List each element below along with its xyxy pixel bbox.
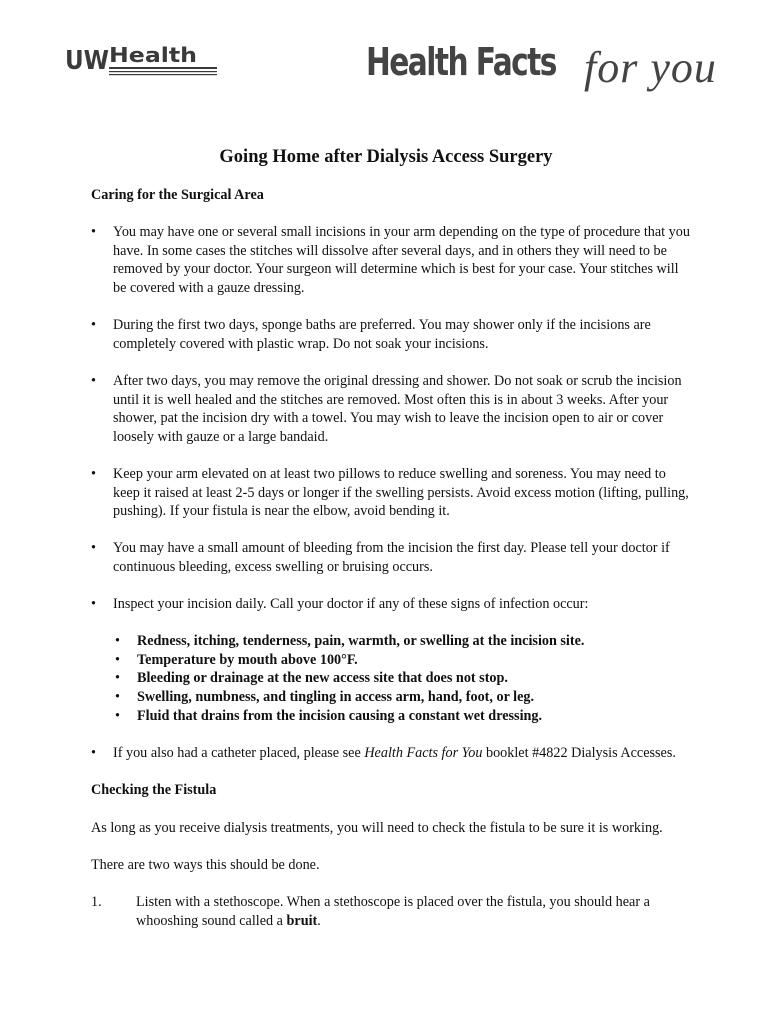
infection-sign-item: • Redness, itching, tenderness, pain, warmth, or swelling at the incision site. xyxy=(115,633,585,650)
bullet-icon: • xyxy=(91,317,96,334)
bullet-icon: • xyxy=(115,651,120,668)
care-instruction-item: • After two days, you may remove the original dressing and shower. Do not soak or scrub the incision until it is well healed and the stitches are removed. Most often this is in about 3 weeks. After your shower, pat the incision dry with a towel. You may wish to leave the incision open to air or cover loosely with gauze or a large bandaid. xyxy=(91,372,682,445)
uw-health-logo xyxy=(65,42,217,82)
bullet-icon: • xyxy=(115,689,120,706)
bullet-icon: • xyxy=(91,465,96,482)
infection-sign-item: • Swelling, numbness, and tingling in access arm, hand, foot, or leg. xyxy=(115,689,535,706)
bullet-icon: • xyxy=(91,372,96,389)
section-heading-checking: Checking the Fistula xyxy=(91,782,217,798)
bullet-icon: • xyxy=(115,670,120,687)
infection-sign-item: • Bleeding or drainage at the new access site that does not stop. xyxy=(115,670,508,687)
svg-text:UW: UW xyxy=(65,46,109,76)
bruit-term: bruit xyxy=(286,912,318,929)
care-instruction-item: • During the first two days, sponge baths are preferred. You may shower only if the incisions are completely covered with plastic wrap. Do not soak your incisions. xyxy=(91,317,651,352)
bullet-icon: • xyxy=(91,596,96,613)
paragraph: As long as you receive dialysis treatments, you will need to check the fistula to be sure it is working. xyxy=(91,819,663,836)
numbered-step: 1. Listen with a stethoscope. When a stethoscope is placed over the fistula, you should hear a whooshing sound called a bruit. xyxy=(91,893,650,929)
catheter-note-item: • If you also had a catheter placed, please see Health Facts for You booklet #4822 Dialysis Accesses. xyxy=(91,744,676,761)
bullet-icon: • xyxy=(91,744,96,761)
care-instruction-item: • You may have one or several small incisions in your arm depending on the type of procedure that you have. In some cases the stitches will dissolve after several days, and in others they will need to be removed by your doctor. Your surgeon will determine which is best for your case. Your stitches will be covered with a gauze dressing. xyxy=(91,224,690,296)
care-instruction-item: • Keep your arm elevated on at least two pillows to reduce swelling and soreness. You may need to keep it raised at least 2-5 days or longer if the swelling persists. Avoid excess motion (lifting, pulling, pushing). If your fistula is near the elbow, avoid bending it. xyxy=(91,465,689,520)
care-instructions-list xyxy=(91,223,691,762)
svg-text:Health: Health xyxy=(109,43,197,67)
document-title: Going Home after Dialysis Access Surgery xyxy=(219,147,553,167)
document-body xyxy=(91,148,691,930)
bullet-icon: • xyxy=(115,707,120,724)
health-facts-wordmark: Health Facts xyxy=(366,40,556,84)
step-number: 1. xyxy=(91,893,102,910)
bullet-icon: • xyxy=(91,540,96,557)
care-instruction-item: • You may have a small amount of bleeding from the incision the first day. Please tell your doctor if continuous bleeding, excess swelling or bruising occurs. xyxy=(91,540,670,575)
care-instruction-item: • Inspect your incision daily. Call your doctor if any of these signs of infection occur: • Redness, itching, tenderness, pain, warmth, or swelling at the incision site. • Temperature by mouth above 100°F. • Bleeding or drainage at the new access site that does not stop. • Swelling, numbness, and tingling in access arm, hand, foot, or leg. • Fluid that drains from the incision causing a constant wet dressing. xyxy=(91,595,691,725)
page-header xyxy=(0,0,770,110)
infection-signs-list xyxy=(113,632,691,725)
infection-sign-item: • Temperature by mouth above 100°F. xyxy=(115,651,358,668)
paragraph: There are two ways this should be done. xyxy=(91,856,320,873)
health-facts-logo xyxy=(366,40,717,92)
booklet-title: Health Facts for You xyxy=(364,744,483,761)
bullet-icon: • xyxy=(115,633,120,650)
bullet-icon: • xyxy=(91,224,96,241)
for-you-script: for you xyxy=(584,43,717,92)
section-heading-caring: Caring for the Surgical Area xyxy=(91,186,264,203)
infection-sign-item: • Fluid that drains from the incision causing a constant wet dressing. xyxy=(115,707,543,724)
